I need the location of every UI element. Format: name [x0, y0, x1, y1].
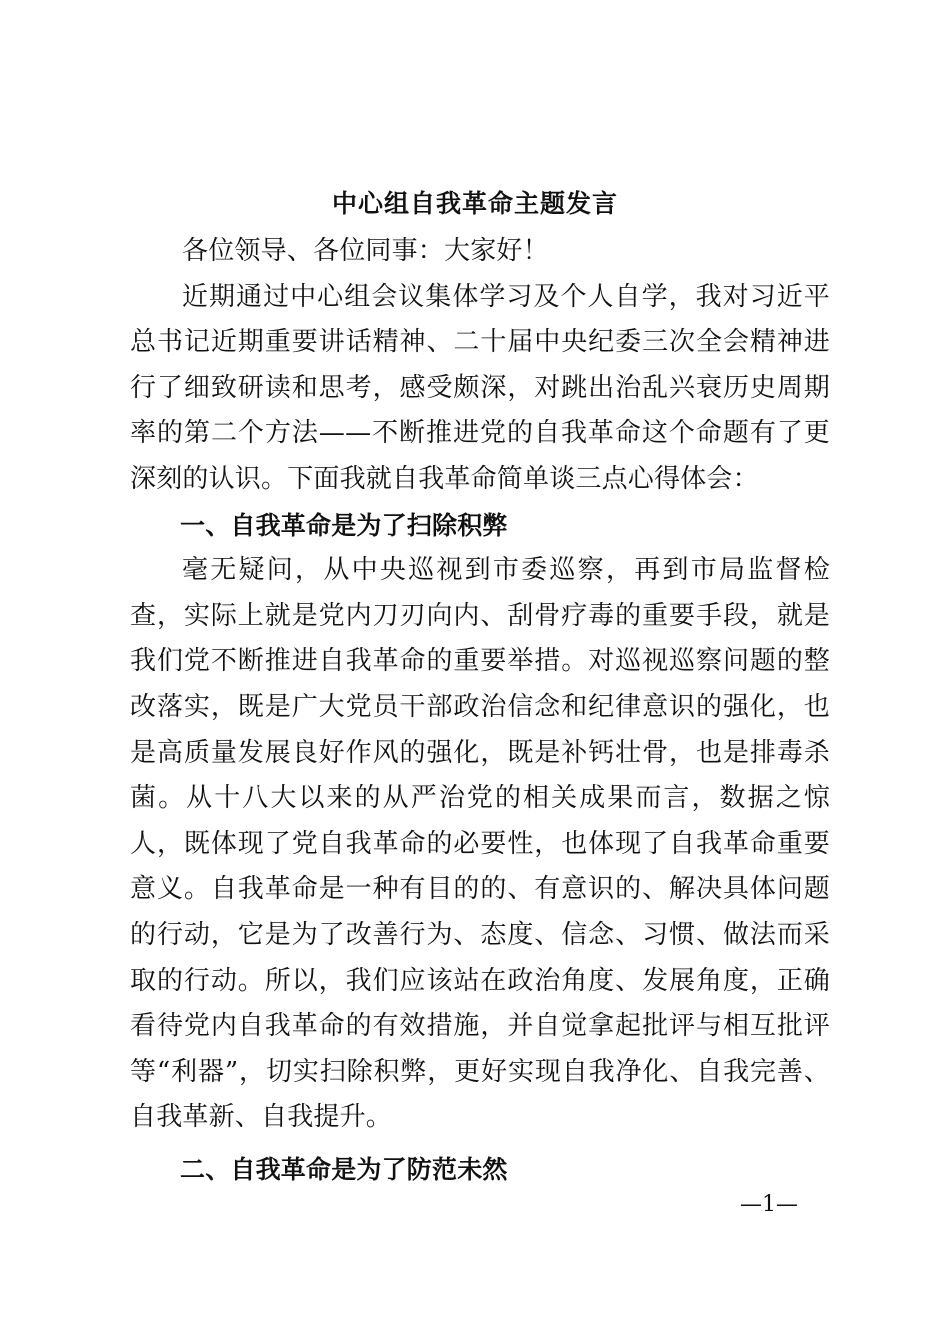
greeting-paragraph: 各位领导、各位同事：大家好！: [182, 236, 549, 266]
intro-paragraph: 近期通过中心组会议集体学习及个人自学，我对习近平总书记近期重要讲话精神、二十届中央纪委三次全会精神进行了细致研读和思考，感受颇深，对跳出治乱兴衰历史周期率的第二个方法——不断推进党的自我革命这个命题有了更深刻的认识。下面我就自我革命简单谈三点心得体会：: [130, 281, 830, 494]
page-number: —1—: [740, 1192, 798, 1217]
document-body: [130, 229, 830, 1192]
section-2-heading: 二、自我革命是为了防范未然: [180, 1154, 508, 1184]
section-1-paragraph: 毫无疑问，从中央巡视到市委巡察，再到市局监督检查，实际上就是党内刀刃向内、刮骨疗毒的重要手段，就是我们党不断推进自我革命的重要举措。对巡视巡察问题的整改落实，既是广大党员干部政治信念和纪律意识的强化，也是高质量发展良好作风的强化，既是补钙壮骨，也是排毒杀菌。从十八大以来的从严治党的相关成果而言，数据之惊人，既体现了党自我革命的必要性，也体现了自我革命重要意义。自我革命是一种有目的的、有意识的、解决具体问题的行动，它是为了改善行为、态度、信念、习惯、做法而采取的行动。所以，我们应该站在政治角度、发展角度，正确看待党内自我革命的有效措施，并自觉拿起批评与相互批评等“利器”，切实扫除积弊，更好实现自我净化、自我完善、自我革新、自我提升。: [130, 555, 830, 1133]
document-title: 中心组自我革命主题发言: [331, 189, 618, 218]
section-1-heading: 一、自我革命是为了扫除积弊: [180, 510, 508, 540]
